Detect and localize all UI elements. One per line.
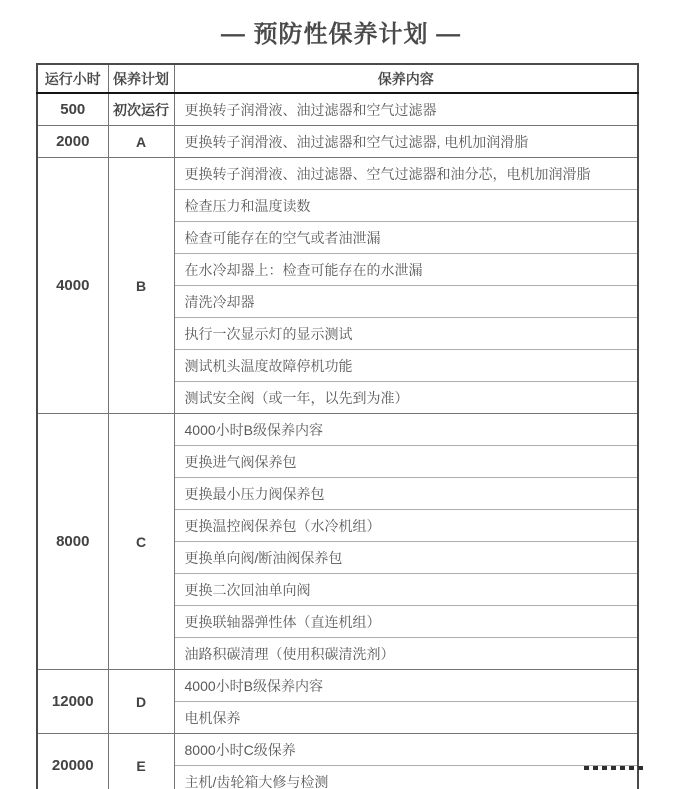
maintenance-item-cell: 主机/齿轮箱大修与检测 <box>174 766 638 789</box>
table-row <box>37 670 638 702</box>
maintenance-item-cell: 更换转子润滑液、油过滤器和空气过滤器, 电机加润滑脂 <box>174 126 638 158</box>
plan-cell: E <box>108 734 174 789</box>
maintenance-item-cell: 清洗冷却器 <box>174 286 638 318</box>
header-plan: 保养计划 <box>108 64 174 93</box>
maintenance-item-cell: 测试安全阀（或一年，以先到为准） <box>174 382 638 414</box>
maintenance-item-cell: 在水冷却器上：检查可能存在的水泄漏 <box>174 254 638 286</box>
header-content: 保养内容 <box>174 64 638 93</box>
maintenance-item-cell: 电机保养 <box>174 702 638 734</box>
maintenance-item-cell: 4000小时B级保养内容 <box>174 670 638 702</box>
maintenance-item-cell: 测试机头温度故障停机功能 <box>174 350 638 382</box>
maintenance-item-cell: 更换二次回油单向阀 <box>174 574 638 606</box>
maintenance-item-cell: 检查可能存在的空气或者油泄漏 <box>174 222 638 254</box>
maintenance-item-cell: 检查压力和温度读数 <box>174 190 638 222</box>
maintenance-item-cell: 4000小时B级保养内容 <box>174 414 638 446</box>
page-title: — 预防性保养计划 — <box>220 21 462 48</box>
maintenance-item-cell: 更换联轴器弹性体（直连机组） <box>174 606 638 638</box>
hours-cell: 2000 <box>37 126 108 158</box>
hours-cell: 12000 <box>37 670 108 734</box>
maintenance-item-cell: 更换温控阀保养包（水冷机组） <box>174 510 638 542</box>
hours-cell: 500 <box>37 93 108 126</box>
maintenance-item-cell: 执行一次显示灯的显示测试 <box>174 318 638 350</box>
maintenance-item-cell: 更换进气阀保养包 <box>174 446 638 478</box>
maintenance-item-cell: 更换单向阀/断油阀保养包 <box>174 542 638 574</box>
plan-cell: C <box>108 414 174 670</box>
hours-cell: 4000 <box>37 158 108 414</box>
table-row <box>37 126 638 158</box>
clipped-watermark-fragment <box>584 766 646 770</box>
maintenance-item-cell: 油路积碳清理（使用积碳清洗剂） <box>174 638 638 670</box>
header-hours: 运行小时 <box>37 64 108 93</box>
plan-cell: D <box>108 670 174 734</box>
maintenance-item-cell: 更换转子润滑液、油过滤器和空气过滤器 <box>174 93 638 126</box>
maintenance-item-cell: 更换转子润滑液、油过滤器、空气过滤器和油分芯，电机加润滑脂 <box>174 158 638 190</box>
plan-cell: 初次运行 <box>108 93 174 126</box>
maintenance-table <box>36 63 639 789</box>
table-row <box>37 158 638 190</box>
table-row <box>37 414 638 446</box>
maintenance-item-cell: 更换最小压力阀保养包 <box>174 478 638 510</box>
hours-cell: 20000 <box>37 734 108 789</box>
maintenance-item-cell: 8000小时C级保养 <box>174 734 638 766</box>
table-row <box>37 734 638 766</box>
header-row <box>37 64 638 93</box>
table-row <box>37 93 638 126</box>
hours-cell: 8000 <box>37 414 108 670</box>
plan-cell: B <box>108 158 174 414</box>
plan-cell: A <box>108 126 174 158</box>
